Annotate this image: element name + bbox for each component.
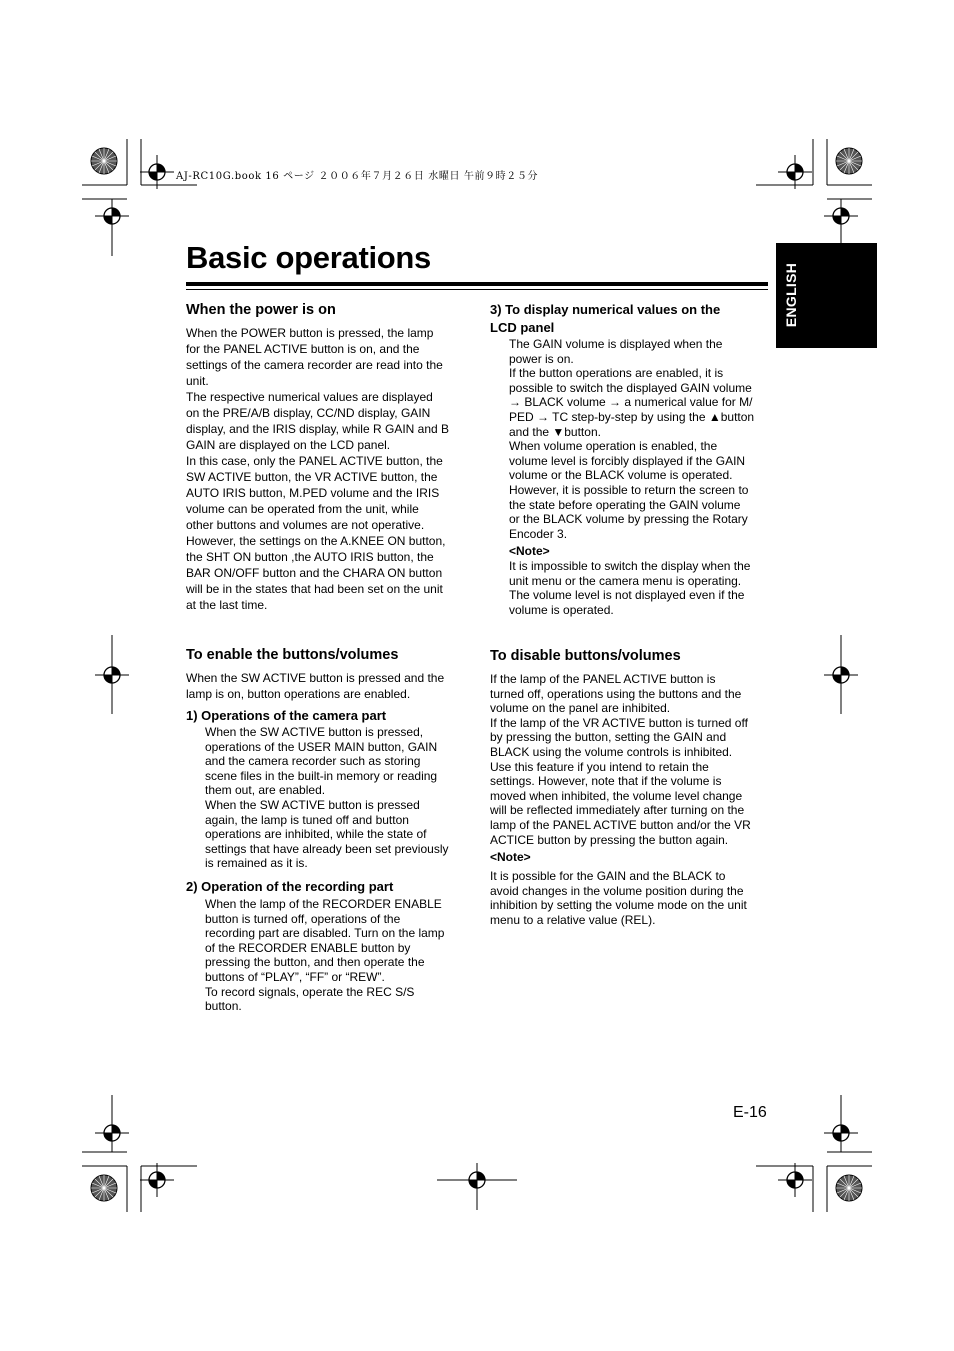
enable-intro: When the SW ACTIVE button is pressed and the lamp is on, button operations are enabled. [186,671,445,701]
power-heading: When the power is on [186,302,336,318]
recording-part-body: When the lamp of the RECORDER ENABLE button is turned off, operations of the recording part are disabled. Turn on the lamp of the RECORDER ENABLE button by pressing the button, and then operate the buttons of “PLAY”, “FF” or “REW”. To record signals, operate the REC S/S button. [205,897,445,1014]
title-rule-thick [186,282,768,286]
camera-part-heading: 1) Operations of the camera part [186,708,387,723]
enable-heading: To enable the buttons/volumes [186,647,399,663]
power-body: When the POWER button is pressed, the lamp for the PANEL ACTIVE button is on, and the settings of the camera recorder are read into the unit. The respective numerical values are displayed on the PRE/A/B display, CC/ND display, GAIN display, and the IRIS display, while R GAIN and B GAIN are displayed on the LCD panel. In this case, only the PANEL ACTIVE button, the SW ACTIVE button, the VR ACTIVE button, the AUTO IRIS button, M.PED volume and the IRIS volume can be operated from the unit, while other buttons and volumes are not operative. However, the settings on the A.KNEE ON button, the SHT ON button ,the AUTO IRIS button, the BAR ON/OFF button and the CHARA ON button will be in the states that had been set on the unit at the last time. [186,326,450,612]
disable-heading: To disable buttons/volumes [490,648,681,664]
recording-part-heading: 2) Operation of the recording part [186,879,394,894]
page-title: Basic operations [186,240,432,275]
lcd-display-heading: 3) To display numerical values on the LCD panel [490,302,721,335]
disable-note-label: <Note> [490,850,531,864]
disable-body: If the lamp of the PANEL ACTIVE button is turned off, operations using the buttons and the volume on the panel are inhibited. If the lamp of the VR ACTIVE button is turned off by pressing the button, setting the GAIN and BLACK using the volume controls is inhibited. Use this feature if you intend to retain the settings. However, note that if the volume is moved when inhibited, the volume level change will be reflected immediately after turning on the lamp of the PANEL ACTIVE button and/or the VR ACTICE button by pressing the button again. [490,672,751,847]
print-header-meta: AJ-RC10G.book 16 ページ ２００６年７月２６日 水曜日 午前９時２５分 [176,171,539,182]
title-rule-thin [186,289,768,290]
language-tab [776,243,877,348]
lcd-note-body: It is impossible to switch the display when the unit menu or the camera menu is operating. The volume level is not displayed even if the volume is operated. [509,559,751,617]
language-tab-label: ENGLISH [783,262,799,328]
lcd-display-body: The GAIN volume is displayed when the power is on. If the button operations are enabled, it is possible to switch the displayed GAIN volume → BLACK volume → a numerical value for M/ PED → TC step-by-step by using the ▲button and the ▼button. When volume operation is enabled, the volume level is forcibly displayed if the GAIN volume or the BLACK volume is operated. However, it is possible to return the screen to the state before operating the GAIN volume or the BLACK volume by pressing the Rotary Encoder 3. [509,337,755,541]
page-number: E-16 [733,1104,767,1121]
lcd-note-label: <Note> [509,544,550,558]
camera-part-body: When the SW ACTIVE button is pressed, operations of the USER MAIN button, GAIN and the camera recorder such as storing scene files in the built-in memory or reading them out, are enabled. When the SW ACTIVE button is pressed again, the lamp is tuned off and button operations are inhibited, while the state of settings that have already been set previously is remained as it is. [205,725,449,871]
disable-note-body: It is possible for the GAIN and the BLACK to avoid changes in the volume position during the inhibition by setting the volume mode on the unit menu to a relative value (REL). [490,869,747,927]
